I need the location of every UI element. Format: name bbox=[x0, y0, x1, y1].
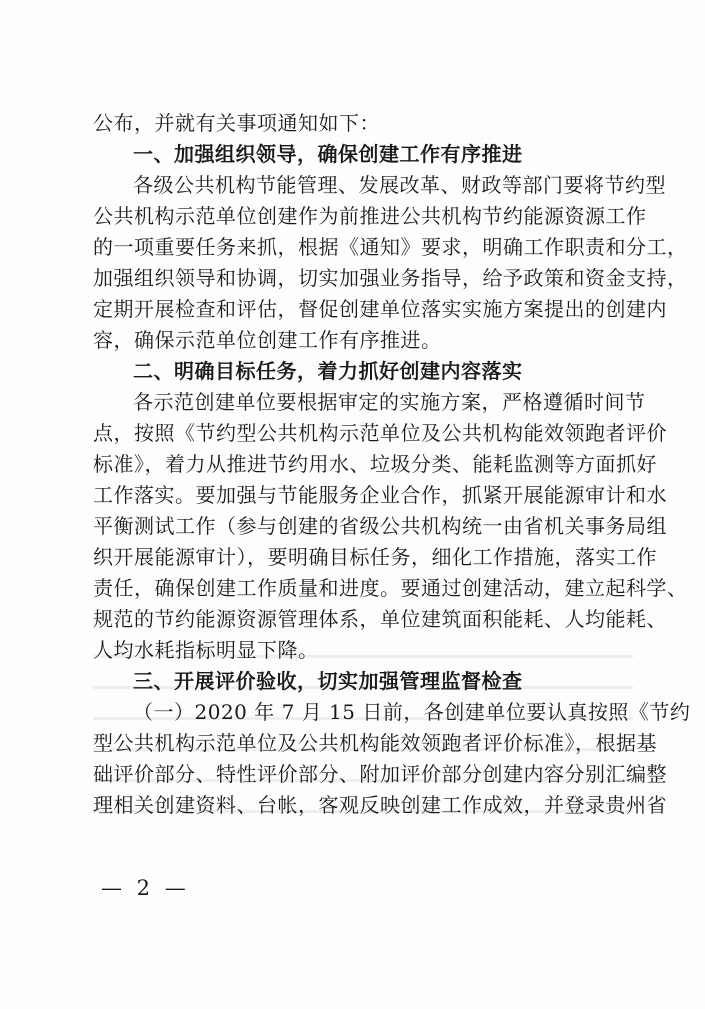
section-heading: 二、明确目标任务，着力抓好创建内容落实 bbox=[133, 359, 523, 383]
text-line: 工作落实。要加强与节能服务企业合作，抓紧开展能源审计和水 bbox=[93, 483, 667, 507]
text-line: 定期开展检查和评估，督促创建单位落实实施方案提出的创建内 bbox=[93, 297, 667, 321]
text-line: 各级公共机构节能管理、发展改革、财政等部门要将节约型 bbox=[133, 173, 666, 197]
text-line: 础评价部分、特性评价部分、附加评价部分创建内容分别汇编整 bbox=[93, 762, 667, 786]
text-line: 理相关创建资料、台帐，客观反映创建工作成效，并登录贵州省 bbox=[93, 793, 667, 817]
text-line: 公共机构示范单位创建作为前推进公共机构节约能源资源工作 bbox=[93, 204, 647, 228]
text-line: 加强组织领导和协调，切实加强业务指导，给予政策和资金支持， bbox=[93, 266, 688, 290]
text-line: 人均水耗指标明显下降。 bbox=[93, 638, 319, 662]
text-line: 织开展能源审计），要明确目标任务，细化工作措施，落实工作 bbox=[93, 545, 657, 569]
body-text bbox=[93, 108, 691, 821]
text-line: （一）2020 年 7 月 15 日前，各创建单位要认真按照《节约 bbox=[133, 700, 691, 724]
text-line: 容，确保示范单位创建工作有序推进。 bbox=[93, 328, 442, 352]
text-line: 型公共机构示范单位及公共机构能效领跑者评价标准》，根据基 bbox=[93, 731, 657, 755]
text-line: 平衡测试工作（参与创建的省级公共机构统一由省机关事务局组 bbox=[93, 514, 667, 538]
text-line: 责任，确保创建工作质量和进度。要通过创建活动，建立起科学、 bbox=[93, 576, 688, 600]
section-heading: 一、加强组织领导，确保创建工作有序推进 bbox=[133, 142, 523, 166]
section-heading: 三、开展评价验收，切实加强管理监督检查 bbox=[133, 669, 523, 693]
text-line: 规范的节约能源资源管理体系，单位建筑面积能耗、人均能耗、 bbox=[93, 607, 667, 631]
text-line: 点，按照《节约型公共机构示范单位及公共机构能效领跑者评价 bbox=[93, 421, 667, 445]
text-line: 各示范创建单位要根据审定的实施方案，严格遵循时间节 bbox=[133, 390, 646, 414]
page-number: — 2 — bbox=[101, 876, 190, 900]
text-line: 标准》，着力从推进节约用水、垃圾分类、能耗监测等方面抓好 bbox=[93, 452, 657, 476]
text-line: 的一项重要任务来抓，根据《通知》要求，明确工作职责和分工， bbox=[93, 235, 688, 259]
text-line: 公布，并就有关事项通知如下： bbox=[93, 111, 380, 135]
